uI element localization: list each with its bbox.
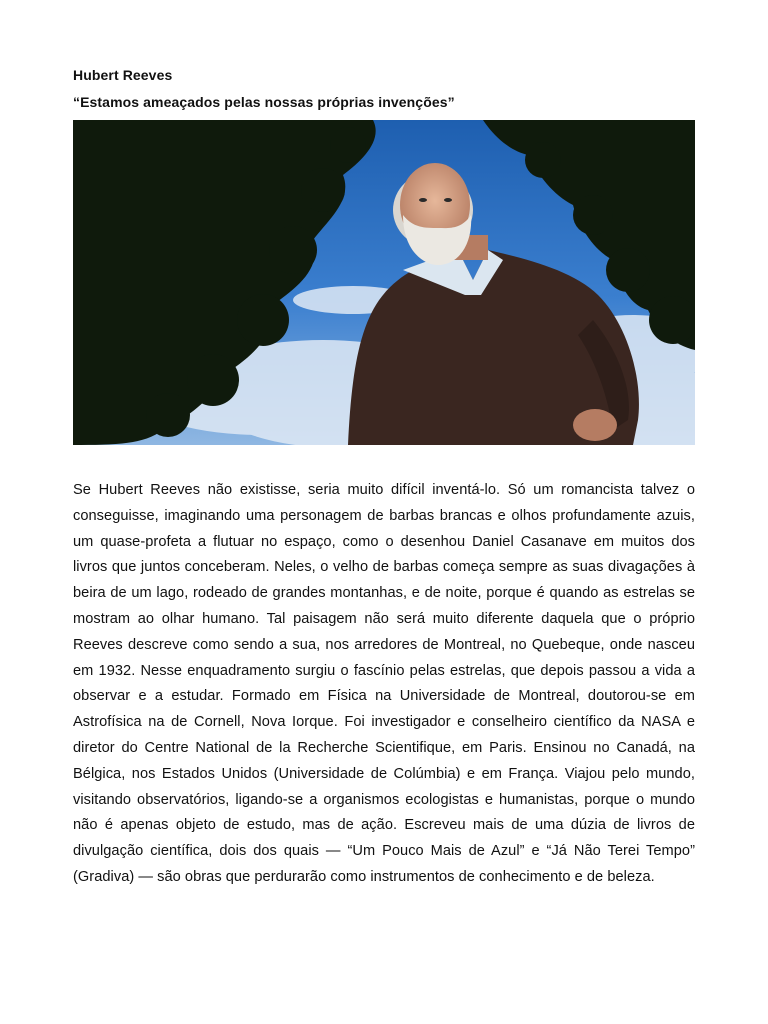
author-name: Hubert Reeves (73, 67, 173, 83)
portrait-photo-illustration (73, 120, 695, 445)
article-headline: “Estamos ameaçados pelas nossas próprias invenções” (73, 94, 455, 110)
portrait-photo (73, 120, 695, 445)
man-hand (573, 409, 617, 441)
article-body: Se Hubert Reeves não existisse, seria muito difícil inventá-lo. Só um romancista talvez o conseguisse, imaginando uma personagem de barbas brancas e olhos profundamente azuis, um quase-profeta a flutuar no espaço, como o desenhou Daniel Casanave em muitos dos livros que juntos conceberam. Neles, o velho de barbas começa sempre as suas divagações à beira de um lago, rodeado de grandes montanhas, e de noite, porque é quando as estrelas se mostram ao olhar humano. Tal paisagem não será muito diferente daquela que o próprio Reeves descreve como sendo a sua, nos arredores de Montreal, no Quebeque, onde nasceu em 1932. Nesse enquadramento surgiu o fascínio pelas estrelas, que depois passou a vida a observar e a estudar. Formado em Física na Universidade de Montreal, doutorou-se em Astrofísica na de Cornell, Nova Iorque. Foi investigador e conselheiro científico da NASA e diretor do Centre National de la Recherche Scientifique, em Paris. Ensinou no Canadá, na Bélgica, nos Estados Unidos (Universidade de Colúmbia) e em França. Viajou pelo mundo, visitando observatórios, ligando-se a organismos ecologistas e humanistas, porque o mundo não é apenas objeto de estudo, mas de ação. Escreveu mais de uma dúzia de livros de divulgação científica, dois dos quais — “Um Pouco Mais de Azul” e “Já Não Terei Tempo” (Gradiva) — são obras que perdurarão como instrumentos de conhecimento e de beleza. (73, 482, 695, 885)
